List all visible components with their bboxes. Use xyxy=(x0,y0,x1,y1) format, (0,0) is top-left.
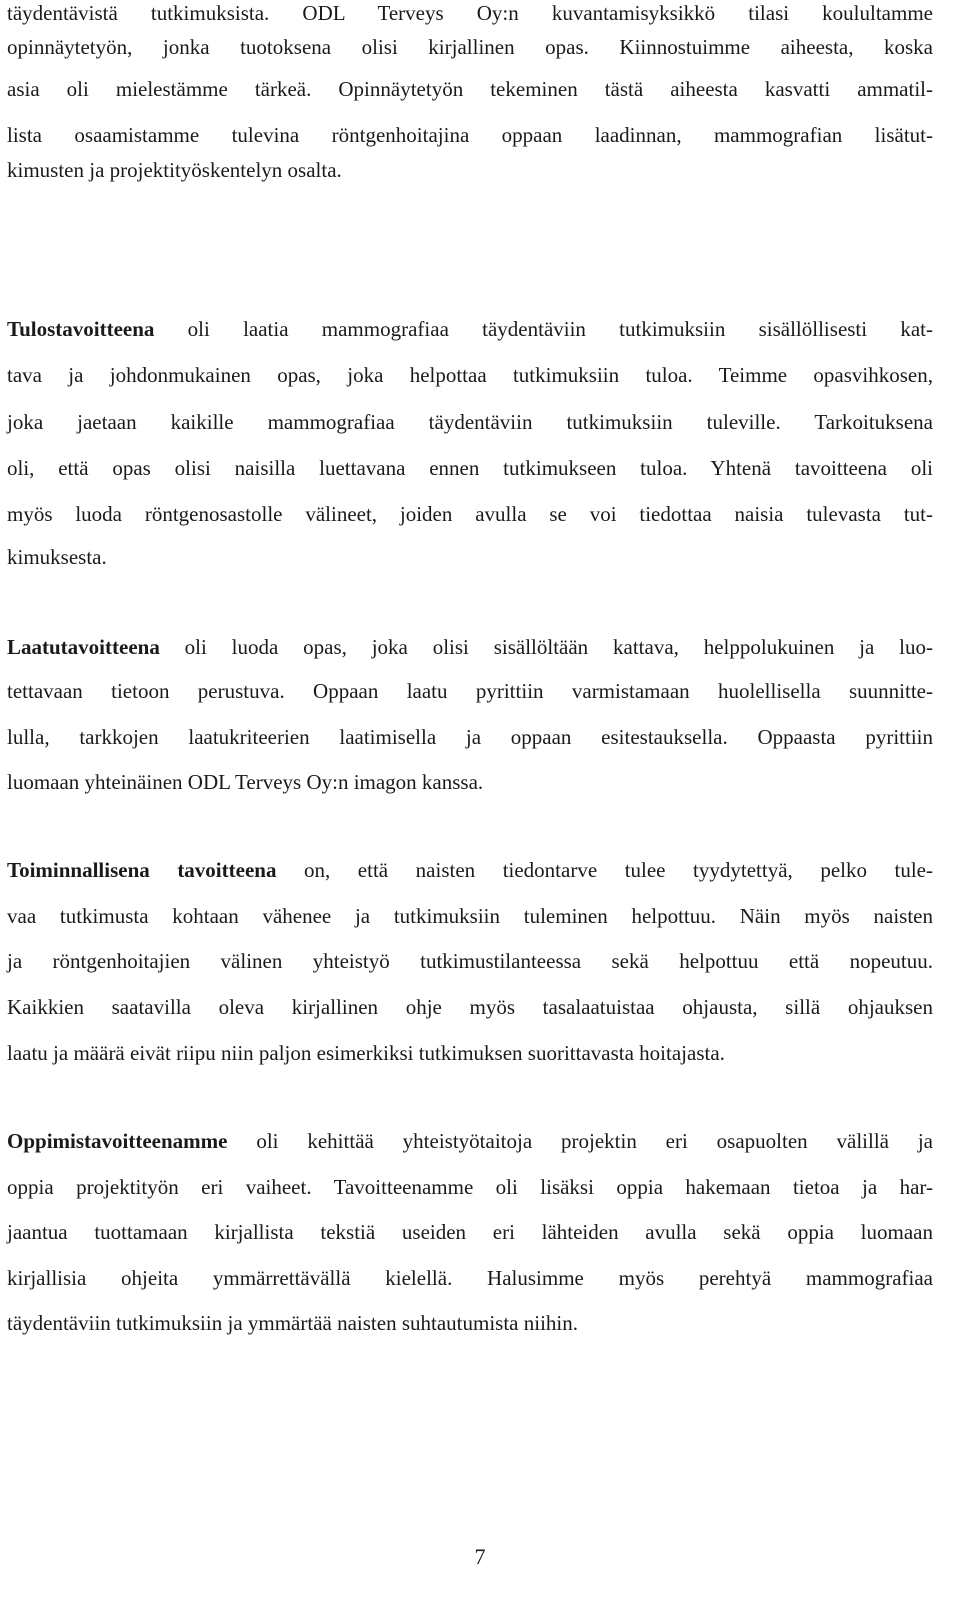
text-line xyxy=(7,857,933,883)
result-goal-heading: Tulostavoitteena xyxy=(7,317,155,341)
text-line: oppia projektityön eri vaiheet. Tavoitteenamme oli lisäksi oppia hakemaan tietoa ja har- xyxy=(7,1175,933,1199)
text-line xyxy=(7,316,933,342)
text-line: kirjallisia ohjeita ymmärrettävällä kielellä. Halusimme myös perehtyä mammografiaa xyxy=(7,1266,933,1290)
text-line: luomaan yhteinäinen ODL Terveys Oy:n imagon kanssa. xyxy=(7,770,484,794)
learning-goal-heading: Oppimistavoitteenamme xyxy=(7,1129,228,1153)
quality-goal-first-line: oli luoda opas, joka olisi sisällöltään kattava, helppolukuinen ja luo- xyxy=(184,635,933,659)
text-line: lulla, tarkkojen laatukriteerien laatimisella ja oppaan esitestauksella. Oppaasta pyrittiin xyxy=(7,725,933,749)
page-number: 7 xyxy=(474,1544,486,1569)
quality-goal-heading: Laatutavoitteena xyxy=(7,635,160,659)
functional-goal-heading: Toiminnallisena tavoitteena xyxy=(7,858,277,882)
text-line: laatu ja määrä eivät riipu niin paljon esimerkiksi tutkimuksen suorittavasta hoitajasta. xyxy=(7,1041,725,1065)
text-line xyxy=(7,634,933,660)
learning-goal-first-line: oli kehittää yhteistyötaitoja projektin eri osapuolten välillä ja xyxy=(256,1129,933,1153)
text-line: kimuksesta. xyxy=(7,545,107,569)
text-line: joka jaetaan kaikille mammografiaa täydentäviin tutkimuksiin tuleville. Tarkoituksena xyxy=(7,410,933,434)
text-line: oli, että opas olisi naisilla luettavana ennen tutkimukseen tuloa. Yhtenä tavoitteena oli xyxy=(7,456,933,480)
result-goal-first-line: oli laatia mammografiaa täydentäviin tutkimuksiin sisällöllisesti kat- xyxy=(187,317,933,341)
text-line: opinnäytetyön, jonka tuotoksena olisi kirjallinen opas. Kiinnostuimme aiheesta, koska xyxy=(7,35,933,59)
text-line: asia oli mielestämme tärkeä. Opinnäytetyön tekeminen tästä aiheesta kasvatti ammatil- xyxy=(7,77,933,101)
text-line: Kaikkien saatavilla oleva kirjallinen ohje myös tasalaatuistaa ohjausta, sillä ohjauksen xyxy=(7,995,933,1019)
text-line: myös luoda röntgenosastolle välineet, joiden avulla se voi tiedottaa naisia tulevasta tut- xyxy=(7,502,933,526)
text-line: vaa tutkimusta kohtaan vähenee ja tutkimuksiin tuleminen helpottuu. Näin myös naisten xyxy=(7,904,933,928)
text-line: jaantua tuottamaan kirjallista tekstiä useiden eri lähteiden avulla sekä oppia luomaan xyxy=(7,1220,933,1244)
text-line: täydentäviin tutkimuksiin ja ymmärtää naisten suhtautumista niihin. xyxy=(7,1311,578,1335)
text-line: lista osaamistamme tulevina röntgenhoitajina oppaan laadinnan, mammografian lisätut- xyxy=(7,123,933,147)
text-line: ja röntgenhoitajien välinen yhteistyö tutkimustilanteessa sekä helpottuu että nopeutuu. xyxy=(7,949,933,973)
text-line: tettavaan tietoon perustuva. Oppaan laatu pyrittiin varmistamaan huolellisella suunnitte- xyxy=(7,679,933,703)
functional-goal-first-line: on, että naisten tiedontarve tulee tyydytettyä, pelko tule- xyxy=(304,858,934,882)
text-line: kimusten ja projektityöskentelyn osalta. xyxy=(7,158,342,182)
text-line: tava ja johdonmukainen opas, joka helpottaa tutkimuksiin tuloa. Teimme opasvihkosen, xyxy=(7,363,933,387)
text-line: täydentävistä tutkimuksista. ODL Terveys Oy:n kuvantamisyksikkö tilasi koulultamme xyxy=(7,1,933,25)
text-line xyxy=(7,1128,933,1154)
